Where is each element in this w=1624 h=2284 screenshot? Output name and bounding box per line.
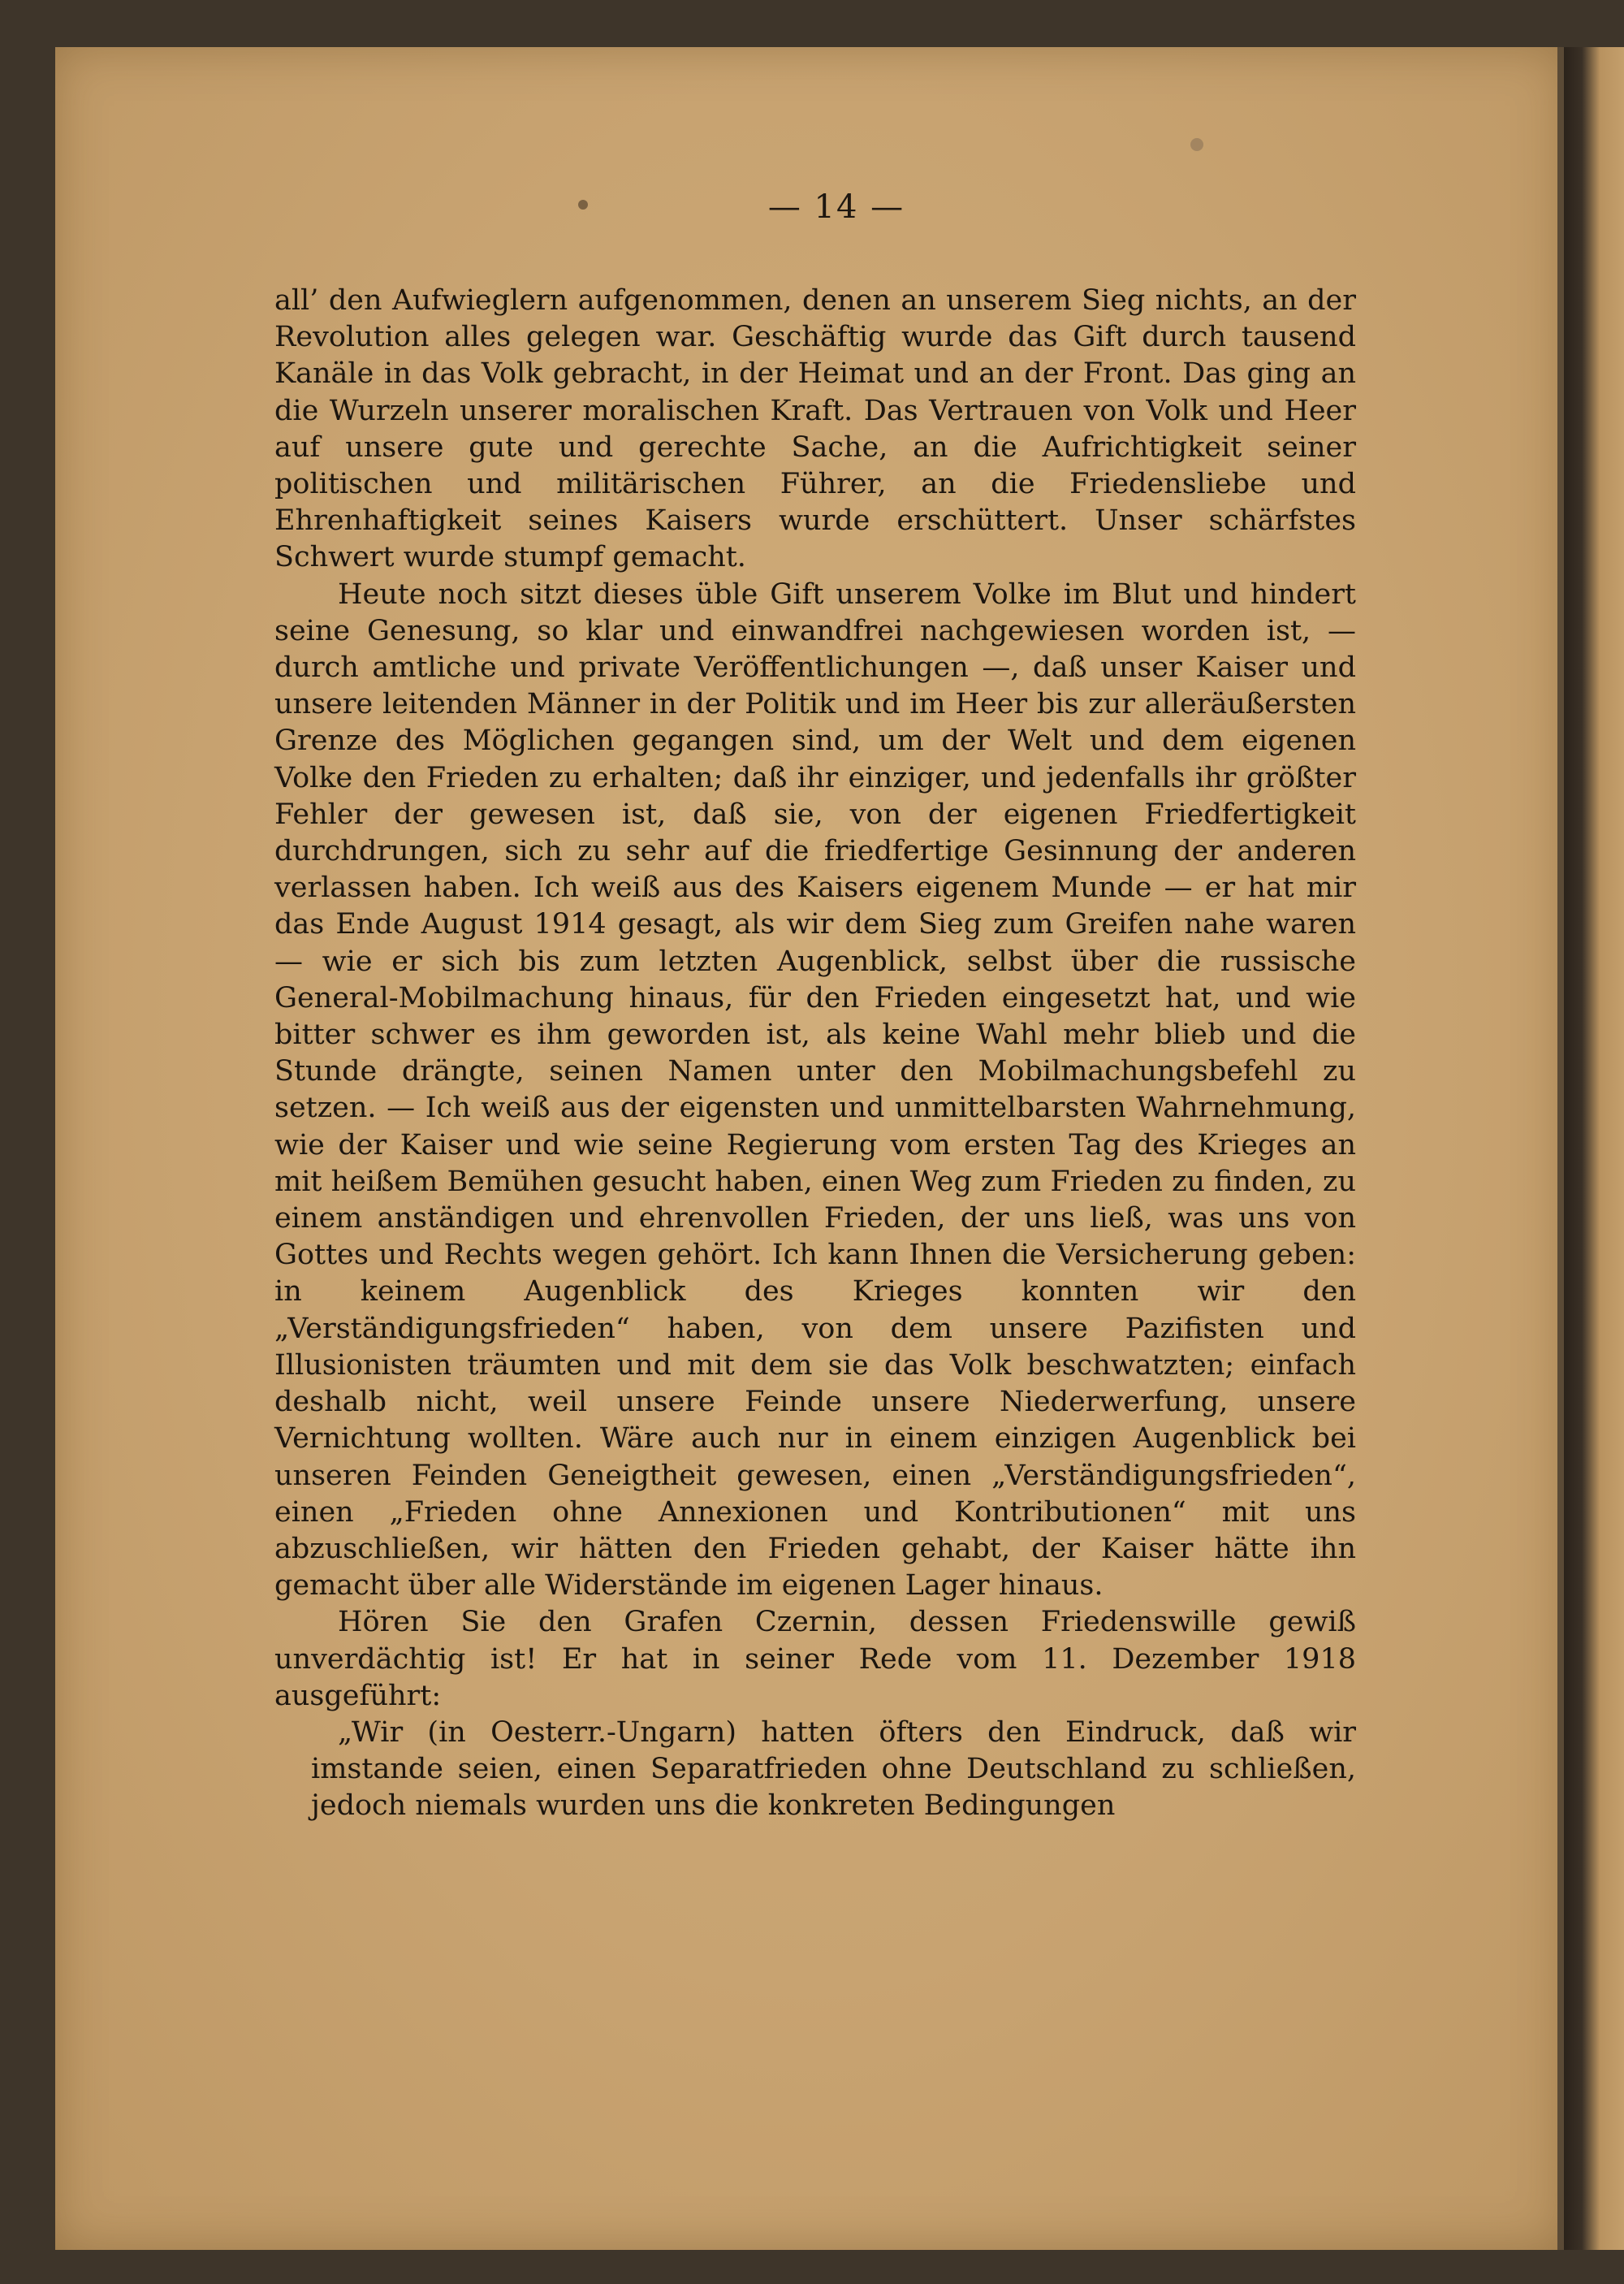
page-number: — 14 — <box>767 188 905 226</box>
facing-page-edge <box>1564 47 1624 2250</box>
paper-speck <box>1190 138 1203 151</box>
paragraph: Heute noch sitzt dieses üble Gift unserem Volke im Blut und hindert seine Genesung, so klar und einwandfrei nachgewiesen worden ist, — durch amtliche und private Veröffentlichungen —, daß unser Kaiser und unsere leitenden Männer in der Politik und im Heer bis zur alleräußersten Grenze des Möglichen gegangen sind, um der Welt und dem eigenen Volke den Frieden zu erhalten; daß ihr einziger, und jedenfalls ihr größter Fehler der gewesen ist, daß sie, von der eigenen Friedfertigkeit durchdrungen, sich zu sehr auf die friedfertige Gesinnung der anderen verlassen haben. Ich weiß aus des Kaisers eigenem Munde — er hat mir das Ende August 1914 gesagt, als wir dem Sieg zum Greifen nahe waren — wie er sich bis zum letzten Augenblick, selbst über die russische General-Mobilmachung hinaus, für den Frieden eingesetzt hat, und wie bitter schwer es ihm geworden ist, als keine Wahl mehr blieb und die Stunde drängte, seinen Namen unter den Mobilmachungsbefehl zu setzen. — Ich weiß aus der eigensten und unmittelbarsten Wahrnehmung, wie der Kaiser und wie seine Regierung vom ersten Tag des Krieges an mit heißem Bemühen gesucht haben, einen Weg zum Frieden zu finden, zu einem anständigen und ehrenvollen Frieden, der uns ließ, was uns von Gottes und Rechts wegen gehört. Ich kann Ihnen die Versicherung geben: in keinem Augenblick des Krieges konnten wir den „Verständigungsfrieden“ haben, von dem unsere Pazifisten und Illusionisten träumten und mit dem sie das Volk beschwatzten; einfach deshalb nicht, weil unsere Feinde unsere Niederwerfung, unsere Vernichtung wollten. Wäre auch nur in einem einzigen Augenblick bei unseren Feinden Geneigtheit gewesen, einen „Verständigungsfrieden“, einen „Frieden ohne Annexionen und Kontributionen“ mit uns abzuschließen, wir hätten den Frieden gehabt, der Kaiser hätte ihn gemacht über alle Widerstände im eigenen Lager hinaus. <box>274 577 1356 1603</box>
body-text <box>274 283 1356 1825</box>
paragraph: Hören Sie den Grafen Czernin, dessen Friedenswille gewiß unverdächtig ist! Er hat in seiner Rede vom 11. Dezember 1918 ausgeführt: <box>274 1606 1356 1712</box>
paper-speck <box>578 200 588 210</box>
block-quote: „Wir (in Oesterr.-Ungarn) hatten öfters den Eindruck, daß wir imstande seien, einen Separatfrieden ohne Deutschland zu schließen, jedoch niemals wurden uns die konkreten Bedingungen <box>311 1715 1356 1823</box>
paragraph: all’ den Aufwieglern aufgenommen, denen an unserem Sieg nichts, an der Revolution alles gelegen war. Geschäftig wurde das Gift durch tausend Kanäle in das Volk gebracht, in der Heimat und an der Front. Das ging an die Wurzeln unserer moralischen Kraft. Das Vertrauen von Volk und Heer auf unsere gute und gerechte Sache, an die Aufrichtigkeit seiner politischen und militärischen Führer, an die Friedensliebe und Ehrenhaftigkeit seines Kaisers wurde erschüttert. Unser schärfstes Schwert wurde stumpf gemacht. <box>274 284 1356 574</box>
